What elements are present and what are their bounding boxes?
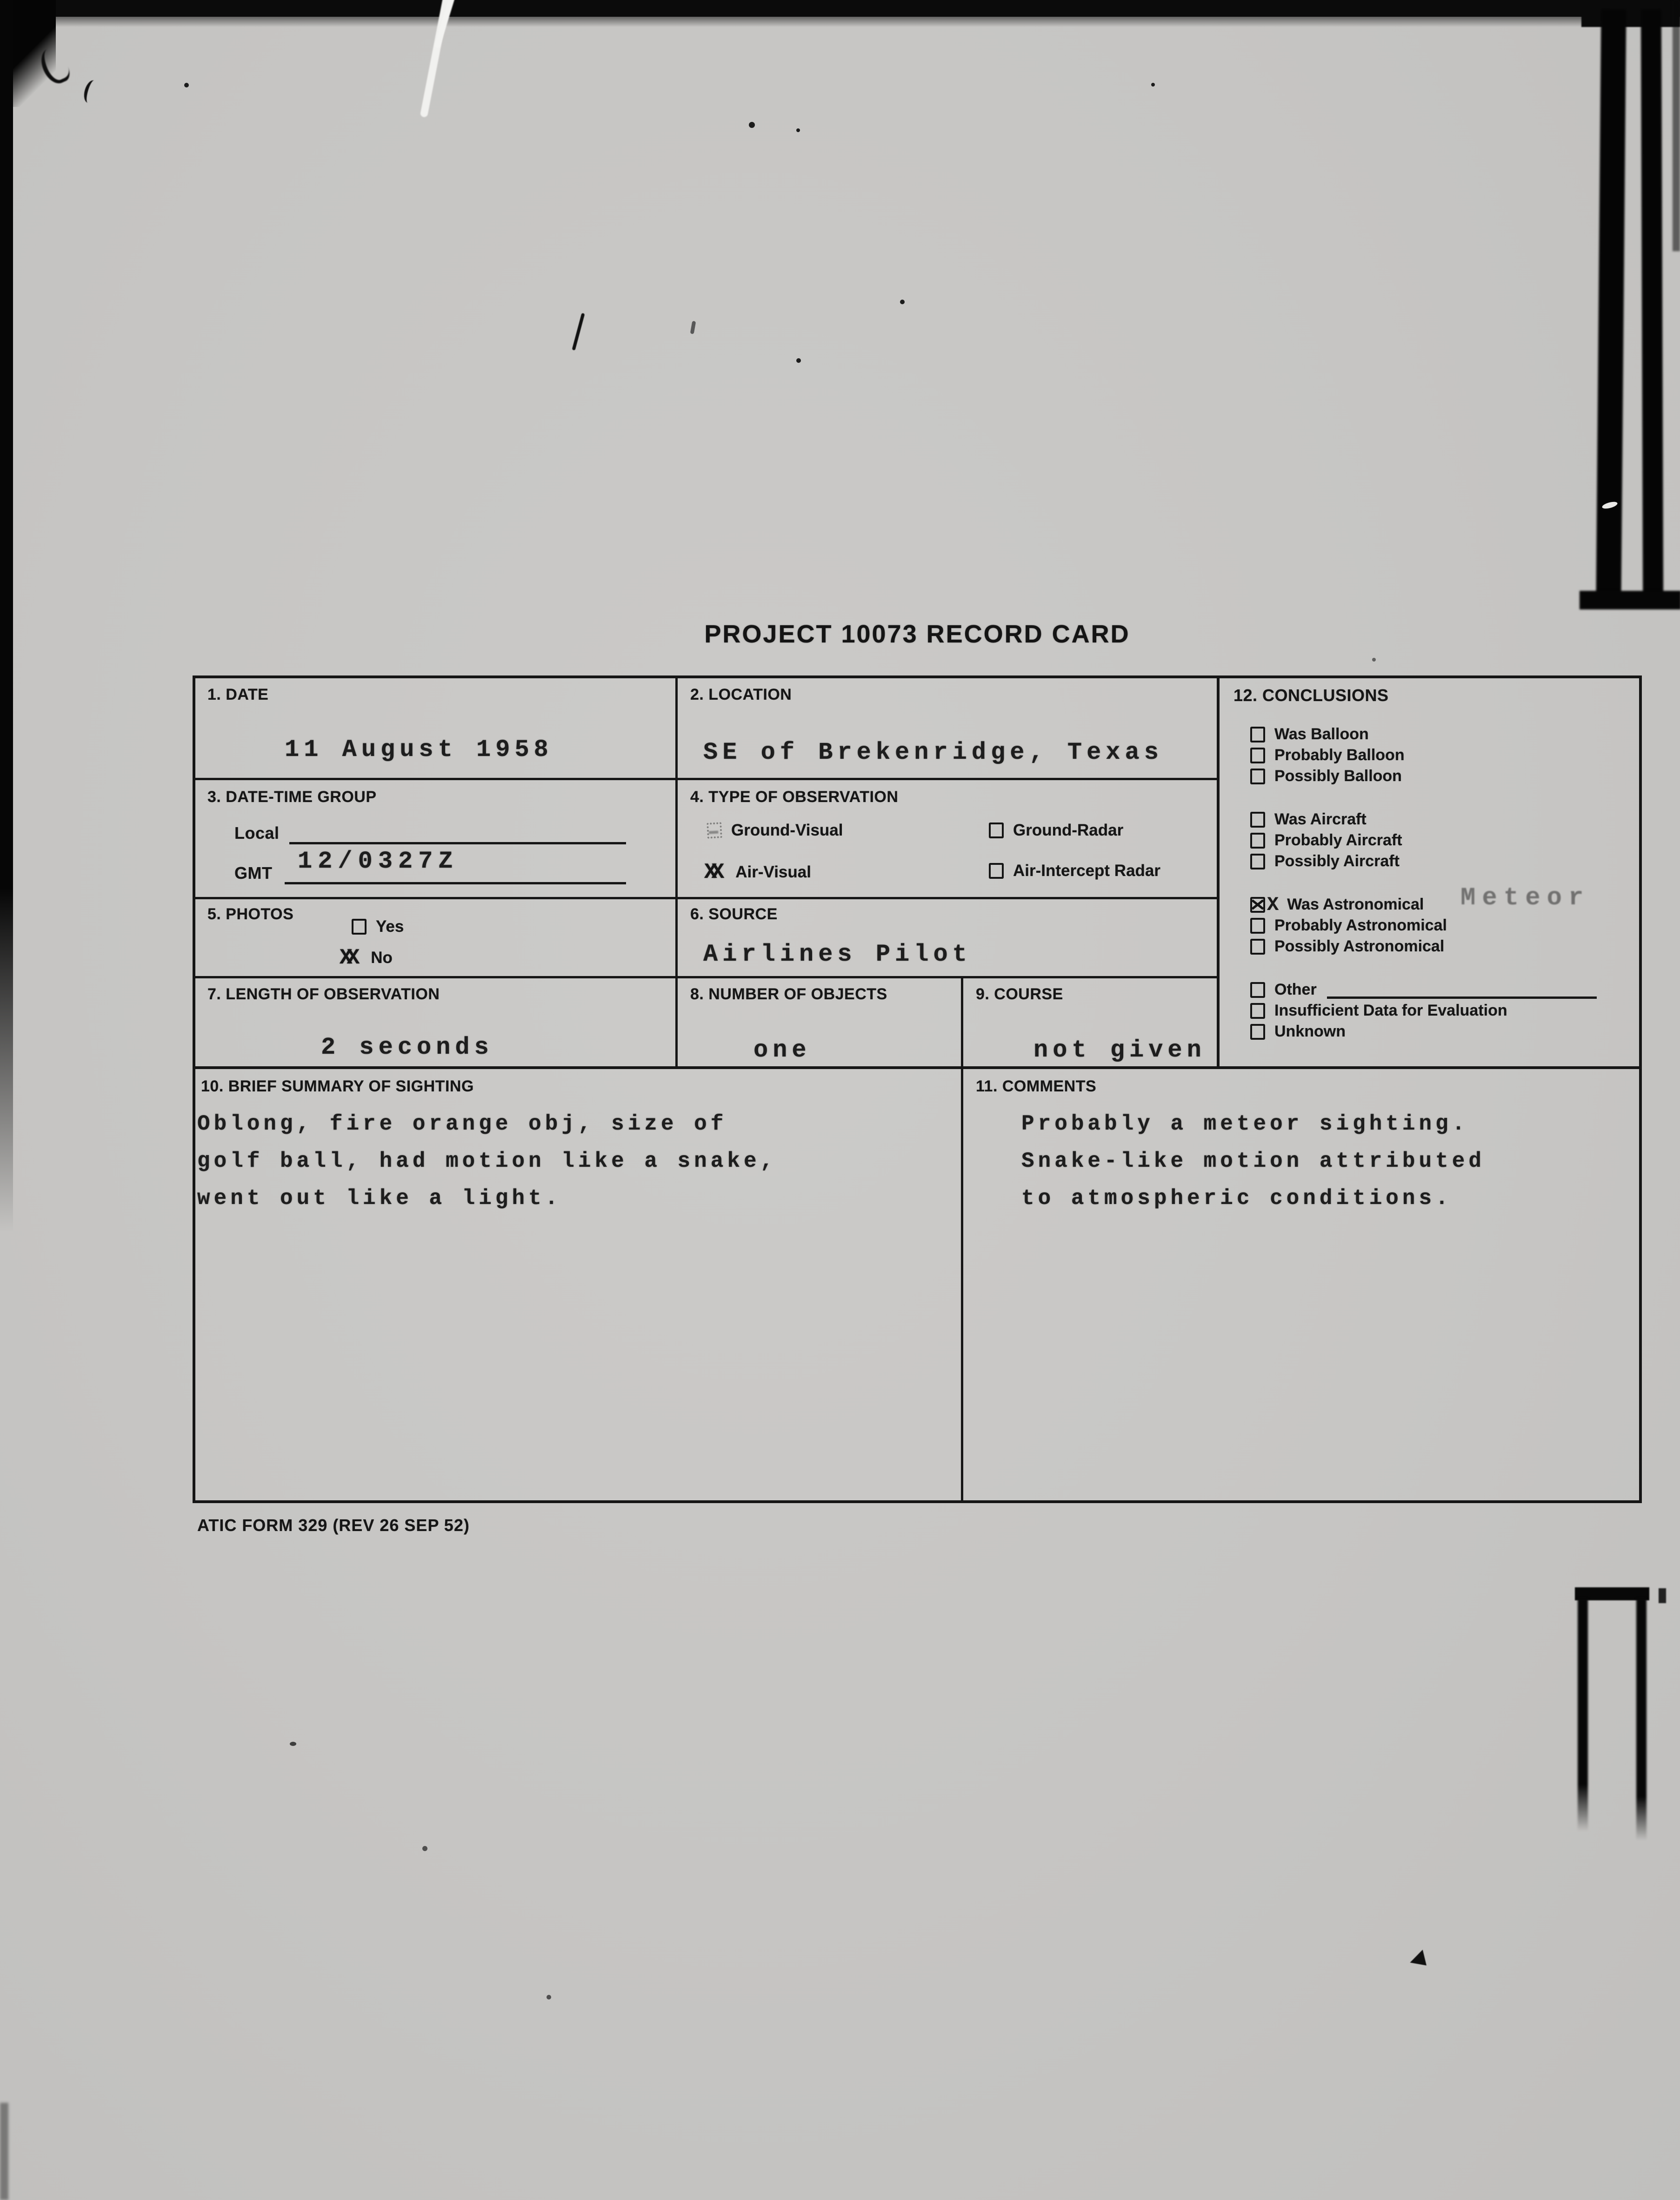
speck [900,300,905,304]
date-value: 11 August 1958 [285,736,553,763]
conclusion-item [1250,830,1636,851]
course-value: not given [1033,1036,1206,1064]
speck [422,1846,427,1851]
speck [290,1742,296,1746]
speck [1372,658,1376,662]
gmt-value: 12/0327Z [298,848,459,875]
typed-x-mark: X [1267,893,1279,916]
conclusion-item [1250,724,1636,745]
checkbox-icon [1250,982,1265,998]
type-of-observation-label: 4. TYPE OF OBSERVATION [690,788,899,806]
black-triangle-mark [1410,1948,1429,1966]
typed-xx-mark: XX [704,860,719,884]
form-number-footer: ATIC FORM 329 (REV 26 SEP 52) [197,1516,470,1535]
conclusion-label: Probably Aircraft [1274,831,1402,849]
grid-line [193,976,1220,978]
comments-line: Probably a meteor sighting. [1021,1112,1469,1136]
typed-xx-mark: XX [340,946,354,970]
comments-label: 11. COMMENTS [976,1077,1097,1095]
grid-line [1217,675,1220,1069]
film-edge-left-strip [0,0,13,1233]
film-sprocket-bar-right [1641,9,1663,598]
conclusion-label: Probably Balloon [1274,746,1405,764]
conclusion-item [1250,1000,1636,1021]
ink-curl-mark [82,79,100,105]
checkbox-icon [1250,812,1265,828]
option-label: Air-Intercept Radar [1013,862,1161,880]
option-label: No [371,949,393,967]
conclusions-list [1250,724,1636,1042]
conclusions-label: 12. CONCLUSIONS [1233,686,1389,705]
film-edge-right-strip [1673,0,1680,251]
checkbox-smudged-icon [707,822,722,839]
local-underline [289,842,626,844]
course-label: 9. COURSE [976,985,1063,1003]
speck [1151,83,1155,87]
number-of-objects-value: one [753,1036,811,1064]
checkbox-icon [1250,939,1265,955]
conclusion-label: Probably Astronomical [1274,916,1447,934]
summary-line: went out like a light. [197,1186,562,1210]
film-edge-top-band [0,0,1680,17]
grid-line [193,1066,1642,1069]
meteor-typed-annotation: Meteor [1460,884,1590,912]
checkbox-icon [1250,918,1265,934]
option-label: Ground-Radar [1013,821,1124,839]
speck [184,83,189,87]
summary-line: Oblong, fire orange obj, size of [197,1112,727,1136]
checkbox-icon [1250,1003,1265,1019]
film-edge-top-fade [0,17,1680,27]
conclusion-item [1250,915,1636,936]
conclusion-item-other [1250,979,1636,1000]
date-time-group-label: 3. DATE-TIME GROUP [207,788,377,806]
option-air-visual [704,862,811,883]
number-of-objects-label: 8. NUMBER OF OBJECTS [690,985,887,1003]
brief-summary-text [197,1112,777,1224]
option-label: Ground-Visual [731,821,843,839]
conclusion-item [1250,809,1636,830]
comments-line: to atmospheric conditions. [1021,1186,1452,1210]
grid-line [193,897,1220,899]
conclusion-item [1250,766,1636,787]
film-edge-bottom-left [0,2103,8,2200]
conclusions-balloon-group [1250,724,1636,787]
length-of-observation-label: 7. LENGTH OF OBSERVATION [207,985,440,1003]
date-label: 1. DATE [207,686,269,703]
conclusion-label: Was Aircraft [1274,810,1367,828]
other-blank-underline [1327,981,1597,999]
checkbox-icon [1250,748,1265,763]
film-sprocket-lower-bar-left [1578,1598,1588,1831]
conclusions-aircraft-group [1250,809,1636,872]
checkbox-icon [989,863,1004,879]
length-of-observation-value: 2 seconds [321,1034,493,1061]
conclusion-item [1250,851,1636,872]
checkbox-icon [1250,833,1265,849]
checkbox-icon [1250,769,1265,784]
conclusion-item [1250,745,1636,766]
film-sprocket-tick [1659,1588,1666,1603]
conclusions-other-group [1250,979,1636,1042]
source-value: Airlines Pilot [703,941,972,968]
grid-line [193,778,1220,780]
conclusion-label: Insufficient Data for Evaluation [1274,1002,1507,1019]
speck [749,122,755,128]
conclusion-label: Possibly Aircraft [1274,852,1400,870]
conclusion-label: Unknown [1274,1023,1346,1040]
pen-slash-mark [572,313,585,350]
conclusion-label: Possibly Astronomical [1274,937,1445,955]
option-ground-visual [707,821,843,840]
local-label: Local [234,823,280,843]
comments-line: Snake-like motion attributed [1021,1149,1485,1173]
option-label: Yes [376,917,404,936]
speck [796,358,801,363]
location-value: SE of Brekenridge, Texas [703,739,1163,766]
conclusion-label: Was Balloon [1274,725,1369,743]
checkbox-icon [1250,854,1265,869]
film-sprocket-lower-bar-right [1636,1598,1647,1840]
grid-line [675,675,678,1069]
speck [547,1995,551,1999]
location-label: 2. LOCATION [690,686,792,703]
option-ground-radar [989,821,1123,840]
film-sprocket-cap-top [1581,0,1680,27]
conclusion-item [1250,1021,1636,1042]
photos-label: 5. PHOTOS [207,905,294,923]
speck [796,128,800,132]
comments-text [1021,1112,1485,1224]
conclusion-label: Was Astronomical [1287,896,1424,913]
gmt-label: GMT [234,863,273,883]
grid-line [961,976,963,1503]
conclusion-label: Other [1274,981,1317,998]
page-title: PROJECT 10073 RECORD CARD [704,620,1130,648]
apostrophe-mark [690,321,696,334]
conclusion-item [1250,936,1636,957]
brief-summary-label: 10. BRIEF SUMMARY OF SIGHTING [201,1077,474,1095]
checkbox-checked-icon [1250,897,1265,913]
checkbox-icon [352,919,367,935]
source-label: 6. SOURCE [690,905,778,923]
checkbox-icon [1250,727,1265,742]
conclusion-label: Possibly Balloon [1274,767,1402,785]
film-sprocket-foot [1580,591,1680,609]
option-photos-no [340,947,393,969]
gmt-underline [285,882,626,884]
checkbox-icon [989,822,1004,838]
option-label: Air-Visual [735,863,811,881]
summary-line: golf ball, had motion like a snake, [197,1149,777,1173]
checkbox-icon [1250,1024,1265,1040]
option-photos-yes [352,917,404,936]
option-air-intercept-radar [989,862,1160,880]
